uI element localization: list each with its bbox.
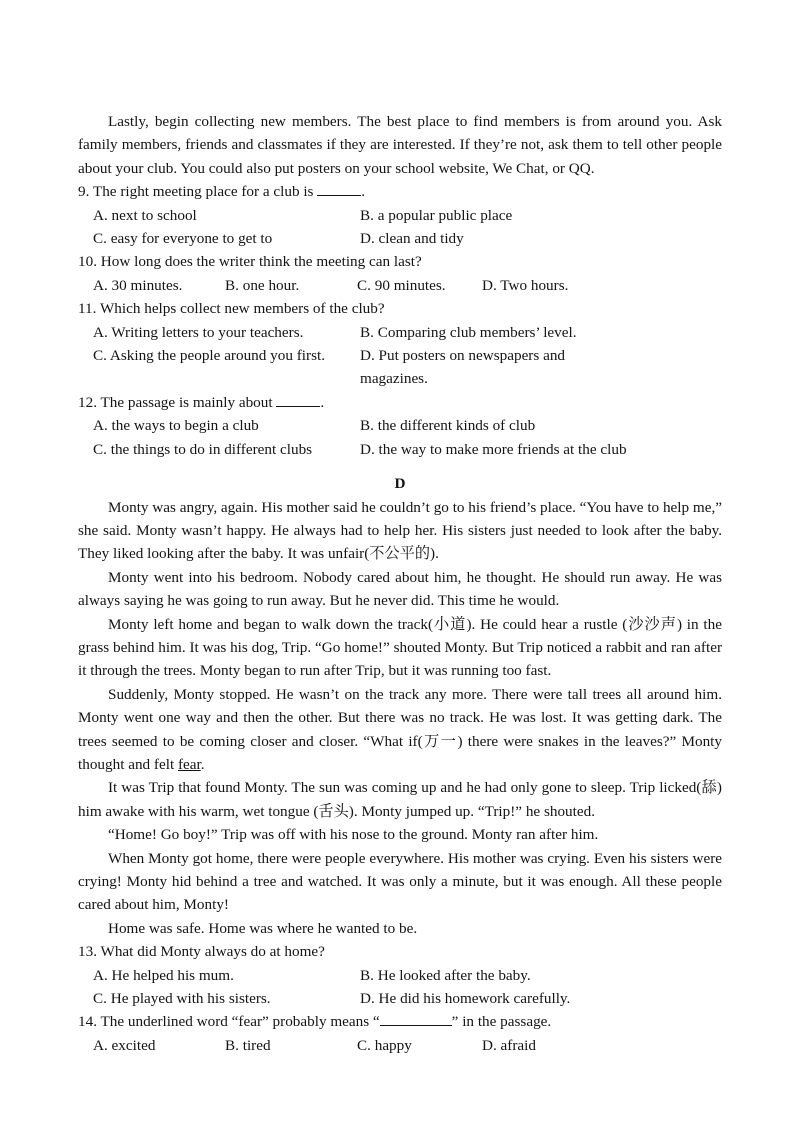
option-b: B. a popular public place — [360, 206, 513, 224]
option-b: B. one hour. — [225, 276, 300, 294]
option-d: D. clean and tidy — [360, 230, 464, 248]
option-c: C. easy for everyone to get to — [93, 230, 273, 248]
question-13-stem: 13. What did Monty always do at home? — [78, 943, 325, 961]
passage-d-paragraph-2: Monty went into his bedroom. Nobody cared about him, he thought. He should run away. He was always saying he was going to run away. But he never did. This time he would. — [78, 568, 722, 610]
passage-d-paragraph-5: It was Trip that found Monty. The sun was coming up and he had only gone to sleep. Trip licked(舔) him awake with his warm, wet tongue (舌头). Monty jumped up. “Trip!” he shouted. — [78, 779, 722, 820]
option-b: B. He looked after the baby. — [360, 966, 531, 984]
option-a: A. excited — [93, 1036, 156, 1054]
paragraph-4-end: . — [200, 755, 205, 773]
question-14-stem-end: ” in the passage. — [451, 1013, 552, 1031]
option-c: C. He played with his sisters. — [93, 990, 271, 1008]
option-d: D. afraid — [482, 1036, 536, 1054]
option-b: B. the different kinds of club — [360, 417, 536, 435]
question-14 — [78, 1010, 722, 1033]
option-c: C. the things to do in different clubs — [93, 440, 313, 458]
question-11-options-row-1 — [78, 321, 722, 344]
option-b: B. tired — [225, 1036, 271, 1054]
passage-d-paragraph-3: Monty left home and began to walk down the track(小道). He could hear a rustle (沙沙声) in the grass behind him. It was his dog, Trip. “Go home!” shouted Monty. But Trip noticed a rabbit and ran after it through the trees. Monty began to run after Trip, but it was running too fast. — [78, 615, 722, 680]
passage-d-paragraph-1: Monty was angry, again. His mother said he couldn’t go to his friend’s place. “You have to help me,” she said. Monty wasn’t happy. He always had to help her. His sisters just needed to look after the baby. They liked looking after the baby. It was unfair(不公平的). — [78, 498, 722, 563]
question-9-options-row-1 — [78, 204, 722, 227]
passage-d-paragraph-4 — [78, 683, 722, 777]
option-c: C. happy — [357, 1036, 412, 1054]
option-d: D. He did his homework carefully. — [360, 990, 571, 1008]
question-10-stem: 10. How long does the writer think the meeting can last? — [78, 253, 422, 271]
question-9-stem-end: . — [361, 183, 366, 201]
option-a: A. Writing letters to your teachers. — [93, 323, 304, 341]
passage-d-paragraph-7: When Monty got home, there were people everywhere. His mother was crying. Even his sisters were crying! Monty hid behind a tree and watched. It was only a minute, but it was enough. All these people cared about him, Monty! — [78, 849, 722, 914]
answer-blank — [317, 181, 361, 196]
option-b: B. Comparing club members’ level. — [360, 323, 577, 341]
passage-d-paragraph-6: “Home! Go boy!” Trip was off with his nose to the ground. Monty ran after him. — [108, 826, 599, 844]
question-12-stem-end: . — [320, 393, 325, 411]
question-9-stem: 9. The right meeting place for a club is — [78, 183, 318, 201]
question-12-stem: 12. The passage is mainly about — [78, 393, 277, 411]
passage-d-paragraph-8: Home was safe. Home was where he wanted to be. — [108, 919, 418, 937]
question-14-options — [78, 1034, 722, 1057]
question-9 — [78, 180, 722, 203]
option-d: D. the way to make more friends at the club — [360, 440, 627, 458]
option-c: C. Asking the people around you first. — [93, 347, 326, 365]
question-12-options-row-2 — [78, 438, 722, 461]
question-13-options-row-2 — [78, 987, 722, 1010]
exam-page — [78, 110, 722, 1057]
question-10-options — [78, 274, 722, 297]
answer-blank — [276, 392, 320, 407]
paragraph-4-text: Suddenly, Monty stopped. He wasn’t on the track any more. There were tall trees all around him. Monty went one way and then the other. But there was no track. He was lost. It was getting dark. The trees seemed to be coming closer and closer. “What if(万一) there were snakes in the leaves?” Monty thought and felt — [78, 685, 722, 773]
option-a: A. He helped his mum. — [93, 966, 234, 984]
answer-blank — [380, 1011, 452, 1026]
option-a: A. the ways to begin a club — [93, 417, 259, 435]
question-11-stem: 11. Which helps collect new members of the club? — [78, 300, 385, 318]
question-9-options-row-2 — [78, 227, 722, 250]
option-d: D. Put posters on newspapers and magazines. — [360, 347, 566, 388]
question-11-options-row-2 — [78, 344, 722, 391]
passage-c-final-paragraph: Lastly, begin collecting new members. The best place to find members is from around you. Ask family members, friends and classmates if they are interested. If they’re not, ask them to tell other people about your club. You could also put posters on your school website, We Chat, or QQ. — [78, 113, 722, 177]
option-a: A. 30 minutes. — [93, 276, 183, 294]
option-d: D. Two hours. — [482, 276, 569, 294]
question-12 — [78, 391, 722, 414]
question-13-options-row-1 — [78, 964, 722, 987]
question-12-options-row-1 — [78, 414, 722, 437]
option-a: A. next to school — [93, 206, 197, 224]
question-14-stem: 14. The underlined word “fear” probably means “ — [78, 1013, 380, 1031]
underlined-word-fear: fear — [177, 755, 201, 773]
section-heading-d: D — [394, 475, 406, 493]
option-c: C. 90 minutes. — [357, 276, 446, 294]
